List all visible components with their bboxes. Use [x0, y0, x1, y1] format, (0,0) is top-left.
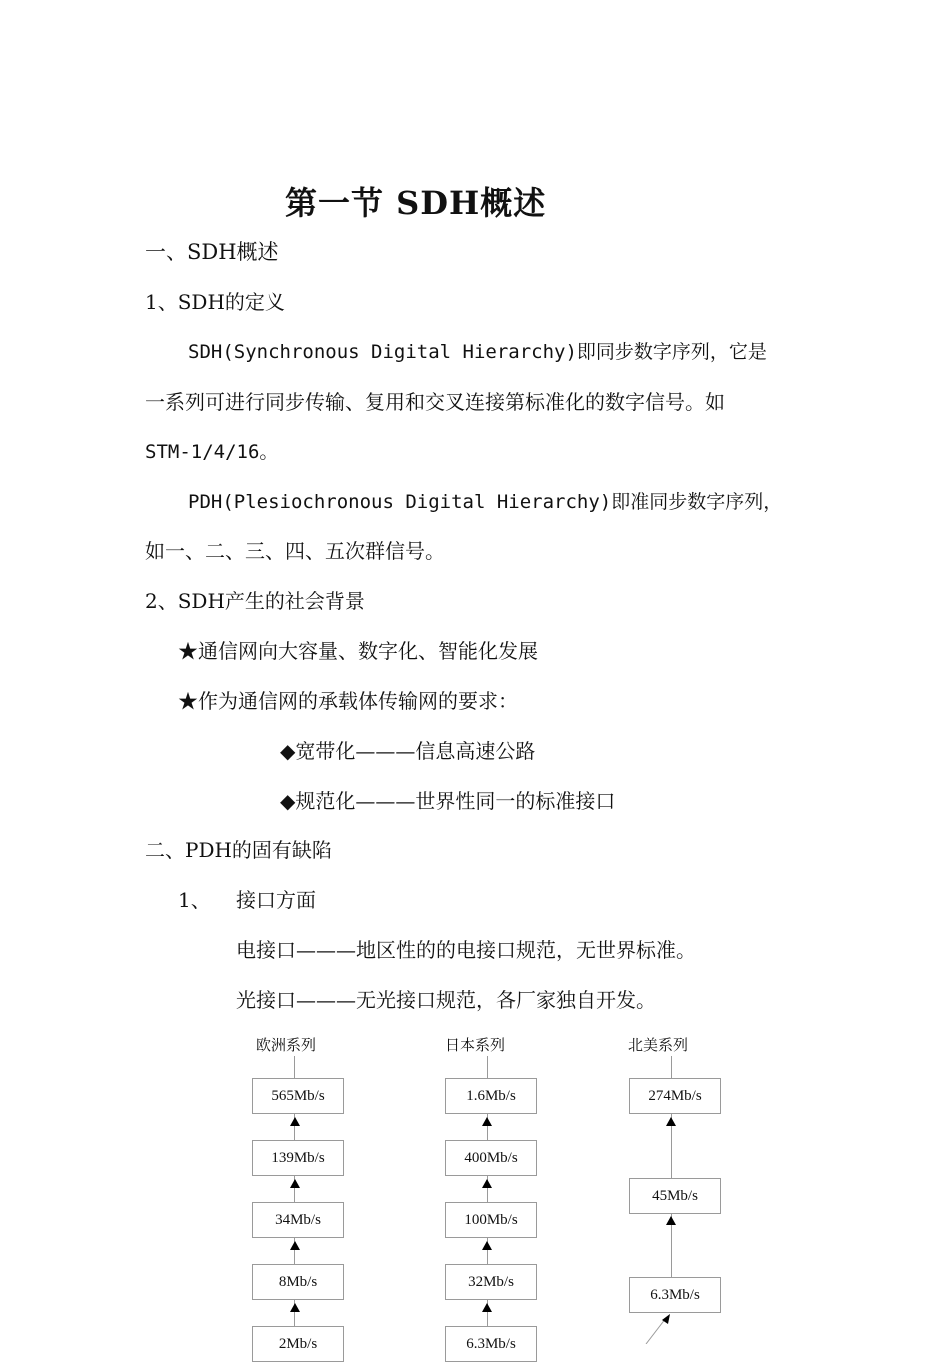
- arrow-up-icon: [482, 1117, 492, 1126]
- arrow-up-icon: [666, 1117, 676, 1126]
- rate-box: 100Mb/s: [445, 1202, 537, 1238]
- diagonal-connector: [640, 1312, 680, 1344]
- rate-box: 274Mb/s: [629, 1078, 721, 1114]
- rate-box: 45Mb/s: [629, 1178, 721, 1214]
- diamond-item: ◆规范化———世界性同一的标准接口: [280, 789, 616, 813]
- arrow-up-icon: [290, 1179, 300, 1188]
- arrow-up-icon: [482, 1303, 492, 1312]
- rate-box: 6.3Mb/s: [445, 1326, 537, 1362]
- optical-interface-text: 光接口———无光接口规范，各厂家独自开发。: [236, 988, 656, 1012]
- japan-series-label: 日本系列: [445, 1036, 506, 1054]
- arrow-up-icon: [482, 1179, 492, 1188]
- arrow-up-icon: [290, 1241, 300, 1250]
- rate-box: 139Mb/s: [252, 1140, 344, 1176]
- bullet-item: ★通信网向大容量、数字化、智能化发展: [178, 639, 538, 663]
- rate-box: 400Mb/s: [445, 1140, 537, 1176]
- pdh-definition-line-1: PDH(Plesiochronous Digital Hierarchy)即准同步数字序列，: [188, 491, 783, 513]
- rate-box: 8Mb/s: [252, 1264, 344, 1300]
- sdh-definition-line-3: STM-1/4/16。: [145, 441, 279, 463]
- arrow-up-icon: [666, 1216, 676, 1225]
- subsection-sdh-definition: 1、SDH的定义: [145, 290, 285, 314]
- arrow-up-icon: [290, 1117, 300, 1126]
- rate-box: 34Mb/s: [252, 1202, 344, 1238]
- rate-box: 32Mb/s: [445, 1264, 537, 1300]
- page-title: 第一节 SDH概述: [285, 184, 547, 222]
- subsection-sdh-background: 2、SDH产生的社会背景: [145, 589, 365, 613]
- arrow-up-icon: [290, 1303, 300, 1312]
- sdh-definition-line-1: SDH(Synchronous Digital Hierarchy)即同步数字序列，它是: [188, 341, 767, 363]
- rate-box: 6.3Mb/s: [629, 1277, 721, 1313]
- sdh-definition-line-2: 一系列可进行同步传输、复用和交叉连接第标准化的数字信号。如: [145, 390, 725, 414]
- diamond-item: ◆宽带化———信息高速公路: [280, 739, 536, 763]
- pdh-definition-line-2: 如一、二、三、四、五次群信号。: [145, 539, 445, 563]
- europe-series-label: 欧洲系列: [256, 1036, 317, 1054]
- north-america-series-label: 北美系列: [628, 1036, 689, 1054]
- rate-box: 1.6Mb/s: [445, 1078, 537, 1114]
- rate-box: 565Mb/s: [252, 1078, 344, 1114]
- section-1-heading: 一、SDH概述: [145, 240, 279, 264]
- item-label: 接口方面: [236, 888, 316, 912]
- item-number: 1、: [178, 888, 211, 912]
- section-2-heading: 二、PDH的固有缺陷: [145, 838, 332, 862]
- electrical-interface-text: 电接口———地区性的的电接口规范，无世界标准。: [236, 938, 696, 962]
- arrow-up-icon: [482, 1241, 492, 1250]
- rate-box: 2Mb/s: [252, 1326, 344, 1362]
- bullet-item: ★作为通信网的承载体传输网的要求：: [178, 689, 518, 713]
